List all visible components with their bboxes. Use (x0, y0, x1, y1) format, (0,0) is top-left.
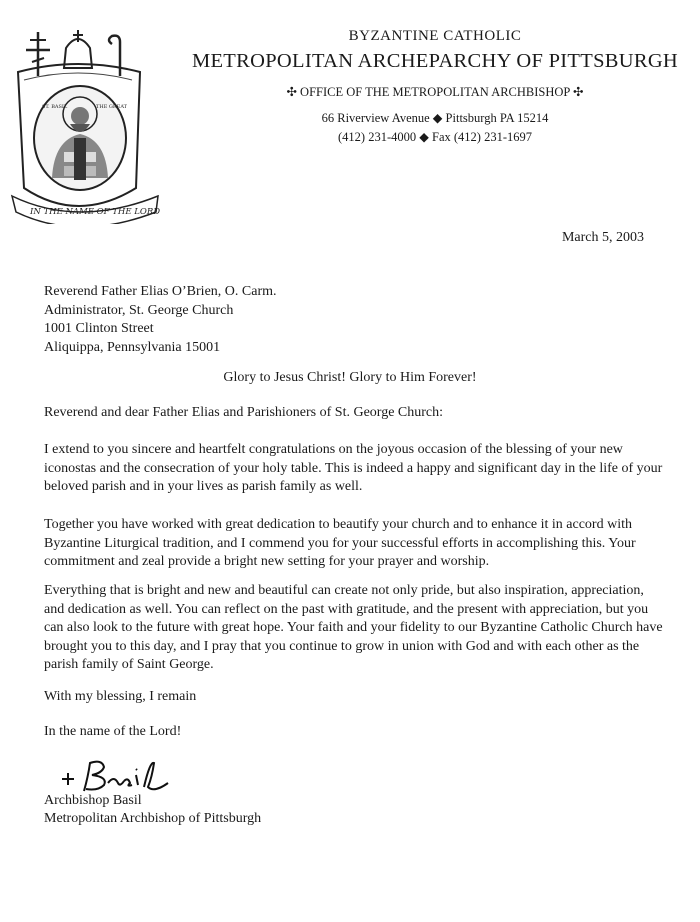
recipient-line: 1001 Clinton Street (44, 321, 154, 336)
body-paragraph: I extend to you sincere and heartfelt congratulations on the joyous occasion of the blessing of your new iconostas and the consecration of your holy table. This is indeed a happy and significant day in the life of your beloved parish and in your lives as parish family as well. (44, 442, 663, 495)
letterhead-title-small: BYZANTINE CATHOLIC (348, 28, 522, 44)
body-paragraph: Everything that is bright and new and beautiful can create not only pride, but also inspiration, appreciation, and dedication as well. You can reflect on the past with gratitude, and the present with appreciation, but you can also look to the future with great hope. Your faith and your fidelity to our Byzantine Catholic Church have brought you to this day, and I pray that you continue to grow in union with God and with each other as the parish family of Saint George. (44, 583, 663, 673)
archeparchy-crest (8, 28, 166, 224)
recipient-line: Aliquippa, Pennsylvania 15001 (44, 339, 221, 355)
letterhead-title: METROPOLITAN ARCHEPARCHY OF PITTSBURGH (191, 50, 679, 72)
recipient-address (44, 283, 277, 357)
signatory-name: Archbishop Basil (44, 793, 142, 808)
signatory-title: Metropolitan Archbishop of Pittsburgh (44, 811, 262, 826)
recipient-line: Reverend Father Elias O’Brien, O. Carm. (44, 284, 277, 299)
letterhead-phone: (412) 231-4000 ◆ Fax (412) 231-1697 (338, 130, 532, 144)
greeting: Glory to Jesus Christ! Glory to Him Forever! (223, 370, 477, 385)
closing-line: With my blessing, I remain (44, 689, 197, 704)
closing-line: In the name of the Lord! (44, 724, 182, 739)
recipient-line: Administrator, St. George Church (44, 302, 234, 318)
letterhead-address: 66 Riverview Avenue ◆ Pittsburgh PA 15214 (321, 111, 549, 125)
svg-text:ST. BASIL: ST. BASIL (42, 104, 68, 110)
letter-date: March 5, 2003 (561, 230, 644, 245)
svg-text:THE GREAT: THE GREAT (96, 104, 128, 110)
body-paragraph: Together you have worked with great dedication to beautify your church and to enhance it in accord with Byzantine Liturgical tradition, and I commend you for your successful efforts in accomplishing this. Your commitment and zeal provide a bright new setting for your prayer and worship. (44, 517, 636, 570)
handwritten-signature (58, 757, 178, 797)
crest-icon (8, 28, 166, 224)
svg-text:IN THE NAME OF THE LORD: IN THE NAME OF THE LORD (30, 207, 161, 217)
letterhead-office: ✣ OFFICE OF THE METROPOLITAN ARCHBISHOP ✣ (286, 85, 584, 99)
salutation: Reverend and dear Father Elias and Parishioners of St. George Church: (44, 405, 444, 420)
